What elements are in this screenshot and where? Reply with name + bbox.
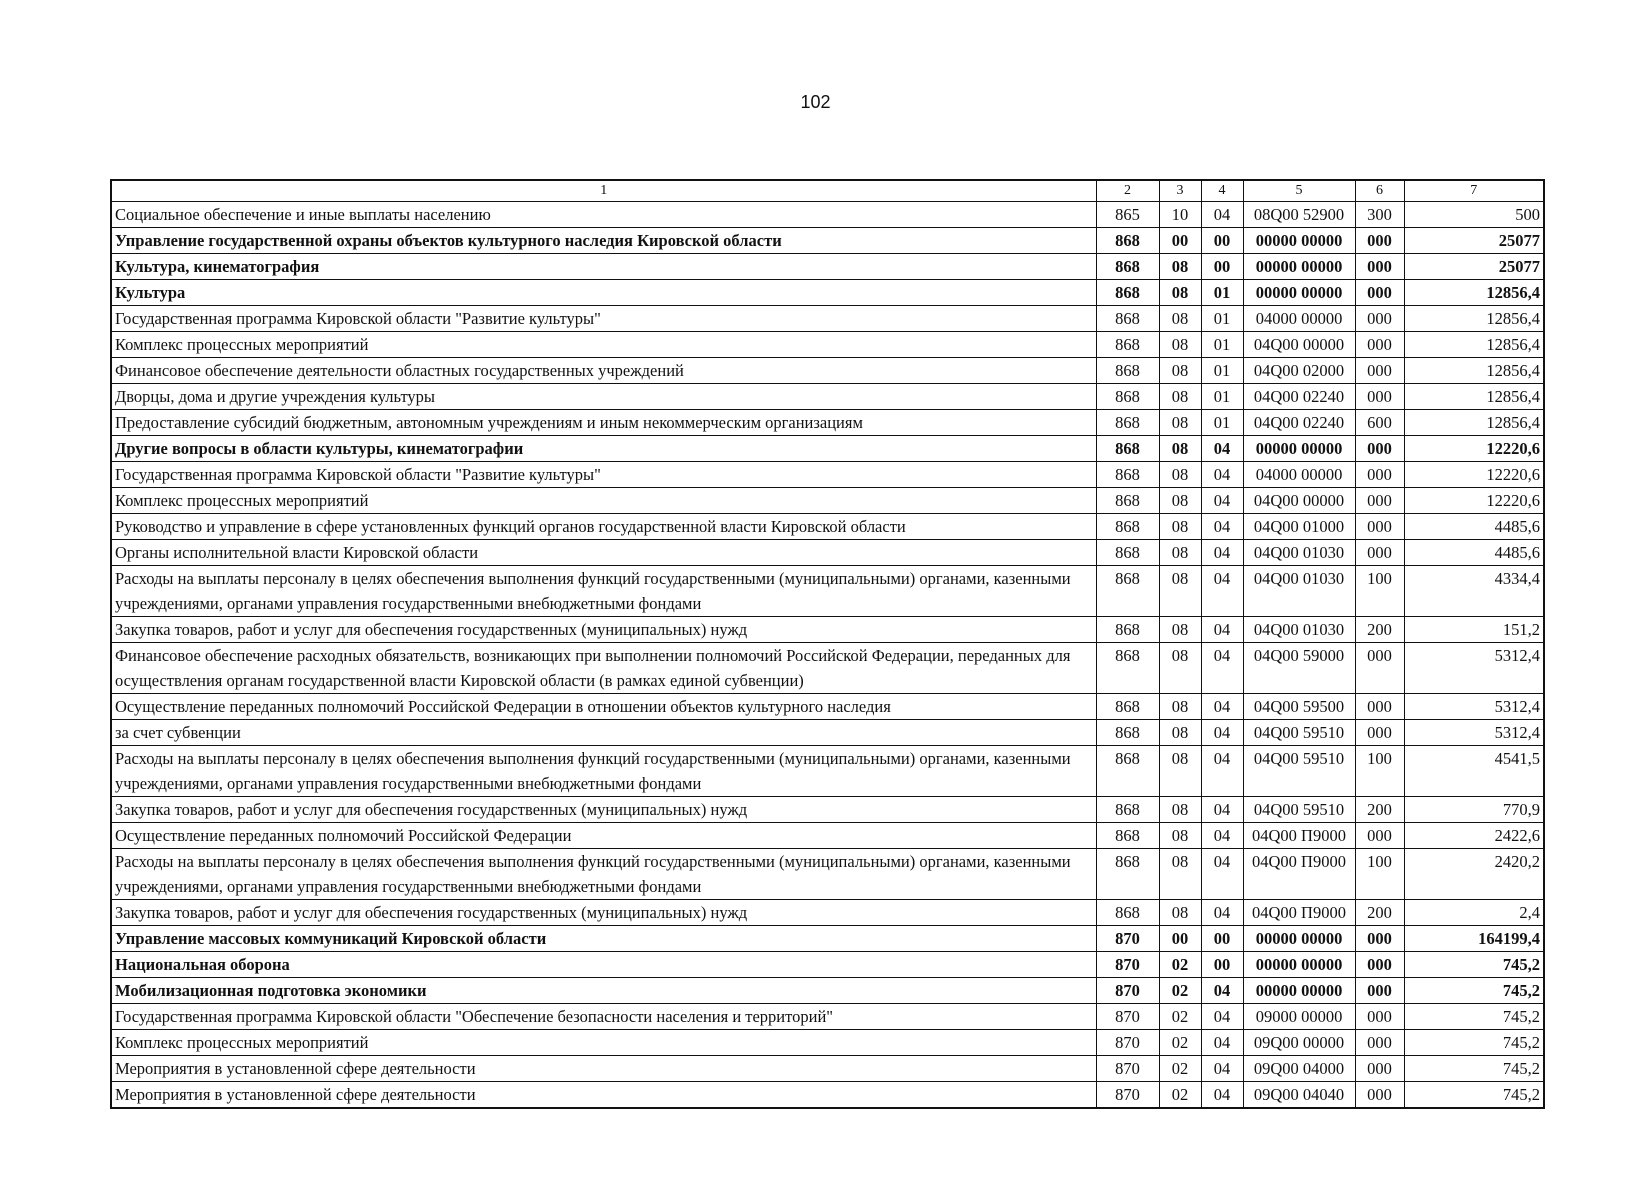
expense-type-cell: 100: [1355, 566, 1404, 617]
expense-type-cell: 000: [1355, 694, 1404, 720]
row-name-cell: Управление государственной охраны объектов культурного наследия Кировской области: [111, 228, 1096, 254]
target-article-cell: 09Q00 04000: [1243, 1056, 1355, 1082]
target-article-cell: 04Q00 59510: [1243, 797, 1355, 823]
table-row: [111, 540, 1544, 566]
ministry-code-cell: 870: [1096, 1056, 1159, 1082]
row-name-cell: Культура: [111, 280, 1096, 306]
table-row: [111, 384, 1544, 410]
amount-cell: 12856,4: [1404, 384, 1544, 410]
amount-cell: 164199,4: [1404, 926, 1544, 952]
target-article-cell: 04Q00 02240: [1243, 410, 1355, 436]
expense-type-cell: 100: [1355, 849, 1404, 900]
budget-table: [110, 179, 1545, 1109]
subsection-code-cell: 04: [1201, 720, 1243, 746]
amount-cell: 745,2: [1404, 1004, 1544, 1030]
expense-type-cell: 000: [1355, 280, 1404, 306]
subsection-code-cell: 04: [1201, 566, 1243, 617]
target-article-cell: 04Q00 59000: [1243, 643, 1355, 694]
target-article-cell: 00000 00000: [1243, 978, 1355, 1004]
ministry-code-cell: 870: [1096, 1004, 1159, 1030]
target-article-cell: 04Q00 01000: [1243, 514, 1355, 540]
target-article-cell: 09000 00000: [1243, 1004, 1355, 1030]
row-name-cell: Культура, кинематография: [111, 254, 1096, 280]
row-name-cell: Предоставление субсидий бюджетным, автономным учреждениям и иным некоммерческим организациям: [111, 410, 1096, 436]
section-code-cell: 08: [1159, 254, 1201, 280]
ministry-code-cell: 868: [1096, 306, 1159, 332]
target-article-cell: 04Q00 01030: [1243, 540, 1355, 566]
expense-type-cell: 000: [1355, 1004, 1404, 1030]
row-name-cell: Государственная программа Кировской области "Развитие культуры": [111, 462, 1096, 488]
ministry-code-cell: 868: [1096, 617, 1159, 643]
section-code-cell: 08: [1159, 823, 1201, 849]
subsection-code-cell: 00: [1201, 254, 1243, 280]
ministry-code-cell: 868: [1096, 488, 1159, 514]
amount-cell: 2422,6: [1404, 823, 1544, 849]
row-name-cell: Мобилизационная подготовка экономики: [111, 978, 1096, 1004]
section-code-cell: 10: [1159, 202, 1201, 228]
amount-cell: 4541,5: [1404, 746, 1544, 797]
target-article-cell: 00000 00000: [1243, 228, 1355, 254]
amount-cell: 2,4: [1404, 900, 1544, 926]
amount-cell: 5312,4: [1404, 720, 1544, 746]
section-code-cell: 08: [1159, 540, 1201, 566]
subsection-code-cell: 04: [1201, 436, 1243, 462]
expense-type-cell: 200: [1355, 797, 1404, 823]
table-row: [111, 488, 1544, 514]
section-code-cell: 08: [1159, 280, 1201, 306]
target-article-cell: 04Q00 00000: [1243, 488, 1355, 514]
target-article-cell: 00000 00000: [1243, 926, 1355, 952]
table-row: [111, 1030, 1544, 1056]
table-row: [111, 978, 1544, 1004]
expense-type-cell: 600: [1355, 410, 1404, 436]
ministry-code-cell: 868: [1096, 410, 1159, 436]
amount-cell: 12220,6: [1404, 436, 1544, 462]
subsection-code-cell: 04: [1201, 797, 1243, 823]
section-code-cell: 02: [1159, 952, 1201, 978]
table-row: [111, 514, 1544, 540]
subsection-code-cell: 04: [1201, 462, 1243, 488]
subsection-code-cell: 04: [1201, 514, 1243, 540]
table-row: [111, 617, 1544, 643]
row-name-cell: Мероприятия в установленной сфере деятельности: [111, 1056, 1096, 1082]
subsection-code-cell: 04: [1201, 746, 1243, 797]
section-code-cell: 08: [1159, 746, 1201, 797]
subsection-code-cell: 04: [1201, 1082, 1243, 1109]
header-row: [111, 180, 1544, 202]
target-article-cell: 00000 00000: [1243, 952, 1355, 978]
row-name-cell: Расходы на выплаты персоналу в целях обеспечения выполнения функций государственными (муниципальными) органами, казенными учреждениями, органами управления государственными внебюджетными фондами: [111, 746, 1096, 797]
table-row: [111, 254, 1544, 280]
section-code-cell: 08: [1159, 462, 1201, 488]
row-name-cell: Другие вопросы в области культуры, кинематографии: [111, 436, 1096, 462]
section-code-cell: 08: [1159, 720, 1201, 746]
section-code-cell: 08: [1159, 849, 1201, 900]
subsection-code-cell: 04: [1201, 1030, 1243, 1056]
row-name-cell: Управление массовых коммуникаций Кировской области: [111, 926, 1096, 952]
row-name-cell: Финансовое обеспечение деятельности областных государственных учреждений: [111, 358, 1096, 384]
row-name-cell: Расходы на выплаты персоналу в целях обеспечения выполнения функций государственными (муниципальными) органами, казенными учреждениями, органами управления государственными внебюджетными фондами: [111, 849, 1096, 900]
section-code-cell: 08: [1159, 694, 1201, 720]
target-article-cell: 09Q00 00000: [1243, 1030, 1355, 1056]
expense-type-cell: 000: [1355, 306, 1404, 332]
target-article-cell: 00000 00000: [1243, 436, 1355, 462]
amount-cell: 4485,6: [1404, 514, 1544, 540]
table-row: [111, 900, 1544, 926]
expense-type-cell: 000: [1355, 358, 1404, 384]
ministry-code-cell: 868: [1096, 254, 1159, 280]
row-name-cell: Национальная оборона: [111, 952, 1096, 978]
amount-cell: 2420,2: [1404, 849, 1544, 900]
table-row: [111, 797, 1544, 823]
subsection-code-cell: 01: [1201, 384, 1243, 410]
amount-cell: 12220,6: [1404, 488, 1544, 514]
ministry-code-cell: 868: [1096, 384, 1159, 410]
amount-cell: 12856,4: [1404, 280, 1544, 306]
table-row: [111, 462, 1544, 488]
section-code-cell: 00: [1159, 228, 1201, 254]
row-name-cell: Мероприятия в установленной сфере деятельности: [111, 1082, 1096, 1109]
subsection-code-cell: 04: [1201, 900, 1243, 926]
row-name-cell: Закупка товаров, работ и услуг для обеспечения государственных (муниципальных) нужд: [111, 797, 1096, 823]
subsection-code-cell: 04: [1201, 643, 1243, 694]
expense-type-cell: 000: [1355, 462, 1404, 488]
row-name-cell: Государственная программа Кировской области "Развитие культуры": [111, 306, 1096, 332]
table-row: [111, 228, 1544, 254]
table-row: [111, 643, 1544, 694]
ministry-code-cell: 868: [1096, 540, 1159, 566]
amount-cell: 25077: [1404, 228, 1544, 254]
ministry-code-cell: 868: [1096, 436, 1159, 462]
table-row: [111, 280, 1544, 306]
amount-cell: 745,2: [1404, 952, 1544, 978]
amount-cell: 151,2: [1404, 617, 1544, 643]
expense-type-cell: 000: [1355, 436, 1404, 462]
expense-type-cell: 000: [1355, 952, 1404, 978]
row-name-cell: Дворцы, дома и другие учреждения культуры: [111, 384, 1096, 410]
target-article-cell: 04Q00 02240: [1243, 384, 1355, 410]
subsection-code-cell: 01: [1201, 280, 1243, 306]
target-article-cell: 04Q00 01030: [1243, 617, 1355, 643]
subsection-code-cell: 04: [1201, 1004, 1243, 1030]
amount-cell: 12220,6: [1404, 462, 1544, 488]
table-row: [111, 1004, 1544, 1030]
row-name-cell: Финансовое обеспечение расходных обязательств, возникающих при выполнении полномочий Российской Федерации, переданных для осуществления органам государственной власти Кировской области (в рамках единой субвенции): [111, 643, 1096, 694]
table-row: [111, 436, 1544, 462]
expense-type-cell: 000: [1355, 254, 1404, 280]
subsection-code-cell: 01: [1201, 410, 1243, 436]
amount-cell: 500: [1404, 202, 1544, 228]
subsection-code-cell: 04: [1201, 849, 1243, 900]
expense-type-cell: 000: [1355, 1056, 1404, 1082]
expense-type-cell: 000: [1355, 488, 1404, 514]
subsection-code-cell: 00: [1201, 926, 1243, 952]
table-body: [111, 180, 1544, 1108]
ministry-code-cell: 868: [1096, 797, 1159, 823]
header-cell: 3: [1159, 180, 1201, 202]
ministry-code-cell: 870: [1096, 1082, 1159, 1109]
expense-type-cell: 000: [1355, 978, 1404, 1004]
expense-type-cell: 000: [1355, 1030, 1404, 1056]
expense-type-cell: 000: [1355, 1082, 1404, 1109]
subsection-code-cell: 04: [1201, 617, 1243, 643]
section-code-cell: 08: [1159, 797, 1201, 823]
ministry-code-cell: 868: [1096, 746, 1159, 797]
target-article-cell: 04Q00 П9000: [1243, 900, 1355, 926]
header-cell: 7: [1404, 180, 1544, 202]
row-name-cell: Социальное обеспечение и иные выплаты населению: [111, 202, 1096, 228]
row-name-cell: Органы исполнительной власти Кировской области: [111, 540, 1096, 566]
section-code-cell: 08: [1159, 384, 1201, 410]
section-code-cell: 02: [1159, 1030, 1201, 1056]
amount-cell: 4485,6: [1404, 540, 1544, 566]
row-name-cell: Комплекс процессных мероприятий: [111, 1030, 1096, 1056]
target-article-cell: 04000 00000: [1243, 306, 1355, 332]
expense-type-cell: 200: [1355, 900, 1404, 926]
section-code-cell: 08: [1159, 358, 1201, 384]
table-row: [111, 823, 1544, 849]
row-name-cell: Осуществление переданных полномочий Российской Федерации в отношении объектов культурного наследия: [111, 694, 1096, 720]
ministry-code-cell: 868: [1096, 462, 1159, 488]
amount-cell: 745,2: [1404, 1056, 1544, 1082]
target-article-cell: 04Q00 59500: [1243, 694, 1355, 720]
section-code-cell: 02: [1159, 978, 1201, 1004]
expense-type-cell: 000: [1355, 720, 1404, 746]
row-name-cell: Осуществление переданных полномочий Российской Федерации: [111, 823, 1096, 849]
target-article-cell: 04Q00 02000: [1243, 358, 1355, 384]
subsection-code-cell: 00: [1201, 228, 1243, 254]
section-code-cell: 00: [1159, 926, 1201, 952]
expense-type-cell: 000: [1355, 643, 1404, 694]
ministry-code-cell: 870: [1096, 978, 1159, 1004]
row-name-cell: Государственная программа Кировской области "Обеспечение безопасности населения и территорий": [111, 1004, 1096, 1030]
expense-type-cell: 100: [1355, 746, 1404, 797]
section-code-cell: 08: [1159, 488, 1201, 514]
table-row: [111, 1056, 1544, 1082]
section-code-cell: 08: [1159, 436, 1201, 462]
target-article-cell: 04Q00 П9000: [1243, 849, 1355, 900]
table-row: [111, 746, 1544, 797]
ministry-code-cell: 868: [1096, 823, 1159, 849]
ministry-code-cell: 868: [1096, 228, 1159, 254]
table-row: [111, 926, 1544, 952]
target-article-cell: 08Q00 52900: [1243, 202, 1355, 228]
ministry-code-cell: 868: [1096, 280, 1159, 306]
amount-cell: 745,2: [1404, 1082, 1544, 1109]
header-cell: 1: [111, 180, 1096, 202]
amount-cell: 25077: [1404, 254, 1544, 280]
ministry-code-cell: 865: [1096, 202, 1159, 228]
table-row: [111, 410, 1544, 436]
ministry-code-cell: 868: [1096, 358, 1159, 384]
ministry-code-cell: 868: [1096, 566, 1159, 617]
expense-type-cell: 000: [1355, 540, 1404, 566]
row-name-cell: Расходы на выплаты персоналу в целях обеспечения выполнения функций государственными (муниципальными) органами, казенными учреждениями, органами управления государственными внебюджетными фондами: [111, 566, 1096, 617]
amount-cell: 12856,4: [1404, 358, 1544, 384]
section-code-cell: 08: [1159, 566, 1201, 617]
row-name-cell: Закупка товаров, работ и услуг для обеспечения государственных (муниципальных) нужд: [111, 617, 1096, 643]
amount-cell: 745,2: [1404, 1030, 1544, 1056]
row-name-cell: Комплекс процессных мероприятий: [111, 488, 1096, 514]
amount-cell: 5312,4: [1404, 643, 1544, 694]
ministry-code-cell: 870: [1096, 1030, 1159, 1056]
ministry-code-cell: 870: [1096, 926, 1159, 952]
target-article-cell: 04Q00 00000: [1243, 332, 1355, 358]
section-code-cell: 02: [1159, 1056, 1201, 1082]
section-code-cell: 08: [1159, 332, 1201, 358]
subsection-code-cell: 04: [1201, 488, 1243, 514]
table-row: [111, 1082, 1544, 1109]
row-name-cell: Руководство и управление в сфере установленных функций органов государственной власти Кировской области: [111, 514, 1096, 540]
ministry-code-cell: 868: [1096, 720, 1159, 746]
row-name-cell: Закупка товаров, работ и услуг для обеспечения государственных (муниципальных) нужд: [111, 900, 1096, 926]
header-cell: 5: [1243, 180, 1355, 202]
header-cell: 4: [1201, 180, 1243, 202]
target-article-cell: 04000 00000: [1243, 462, 1355, 488]
section-code-cell: 08: [1159, 643, 1201, 694]
table-row: [111, 694, 1544, 720]
subsection-code-cell: 01: [1201, 358, 1243, 384]
subsection-code-cell: 04: [1201, 694, 1243, 720]
subsection-code-cell: 04: [1201, 823, 1243, 849]
expense-type-cell: 000: [1355, 926, 1404, 952]
target-article-cell: 00000 00000: [1243, 280, 1355, 306]
amount-cell: 12856,4: [1404, 332, 1544, 358]
target-article-cell: 04Q00 59510: [1243, 720, 1355, 746]
row-name-cell: за счет субвенции: [111, 720, 1096, 746]
section-code-cell: 08: [1159, 306, 1201, 332]
table-row: [111, 720, 1544, 746]
ministry-code-cell: 868: [1096, 900, 1159, 926]
target-article-cell: 09Q00 04040: [1243, 1082, 1355, 1109]
section-code-cell: 08: [1159, 900, 1201, 926]
ministry-code-cell: 868: [1096, 643, 1159, 694]
amount-cell: 12856,4: [1404, 306, 1544, 332]
table-row: [111, 202, 1544, 228]
section-code-cell: 08: [1159, 514, 1201, 540]
amount-cell: 5312,4: [1404, 694, 1544, 720]
subsection-code-cell: 01: [1201, 306, 1243, 332]
page-number: 102: [800, 92, 831, 112]
header-cell: 6: [1355, 180, 1404, 202]
ministry-code-cell: 868: [1096, 514, 1159, 540]
amount-cell: 4334,4: [1404, 566, 1544, 617]
expense-type-cell: 000: [1355, 228, 1404, 254]
subsection-code-cell: 04: [1201, 202, 1243, 228]
subsection-code-cell: 01: [1201, 332, 1243, 358]
ministry-code-cell: 868: [1096, 849, 1159, 900]
target-article-cell: 04Q00 01030: [1243, 566, 1355, 617]
target-article-cell: 00000 00000: [1243, 254, 1355, 280]
header-cell: 2: [1096, 180, 1159, 202]
amount-cell: 12856,4: [1404, 410, 1544, 436]
target-article-cell: 04Q00 П9000: [1243, 823, 1355, 849]
subsection-code-cell: 04: [1201, 540, 1243, 566]
section-code-cell: 02: [1159, 1004, 1201, 1030]
section-code-cell: 08: [1159, 410, 1201, 436]
subsection-code-cell: 04: [1201, 1056, 1243, 1082]
expense-type-cell: 000: [1355, 332, 1404, 358]
ministry-code-cell: 870: [1096, 952, 1159, 978]
expense-type-cell: 000: [1355, 514, 1404, 540]
table-row: [111, 566, 1544, 617]
row-name-cell: Комплекс процессных мероприятий: [111, 332, 1096, 358]
table-row: [111, 358, 1544, 384]
ministry-code-cell: 868: [1096, 332, 1159, 358]
section-code-cell: 08: [1159, 617, 1201, 643]
target-article-cell: 04Q00 59510: [1243, 746, 1355, 797]
subsection-code-cell: 04: [1201, 978, 1243, 1004]
expense-type-cell: 200: [1355, 617, 1404, 643]
amount-cell: 745,2: [1404, 978, 1544, 1004]
expense-type-cell: 000: [1355, 823, 1404, 849]
ministry-code-cell: 868: [1096, 694, 1159, 720]
table-row: [111, 306, 1544, 332]
table-row: [111, 952, 1544, 978]
table-row: [111, 332, 1544, 358]
expense-type-cell: 000: [1355, 384, 1404, 410]
amount-cell: 770,9: [1404, 797, 1544, 823]
expense-type-cell: 300: [1355, 202, 1404, 228]
subsection-code-cell: 00: [1201, 952, 1243, 978]
section-code-cell: 02: [1159, 1082, 1201, 1109]
table-row: [111, 849, 1544, 900]
